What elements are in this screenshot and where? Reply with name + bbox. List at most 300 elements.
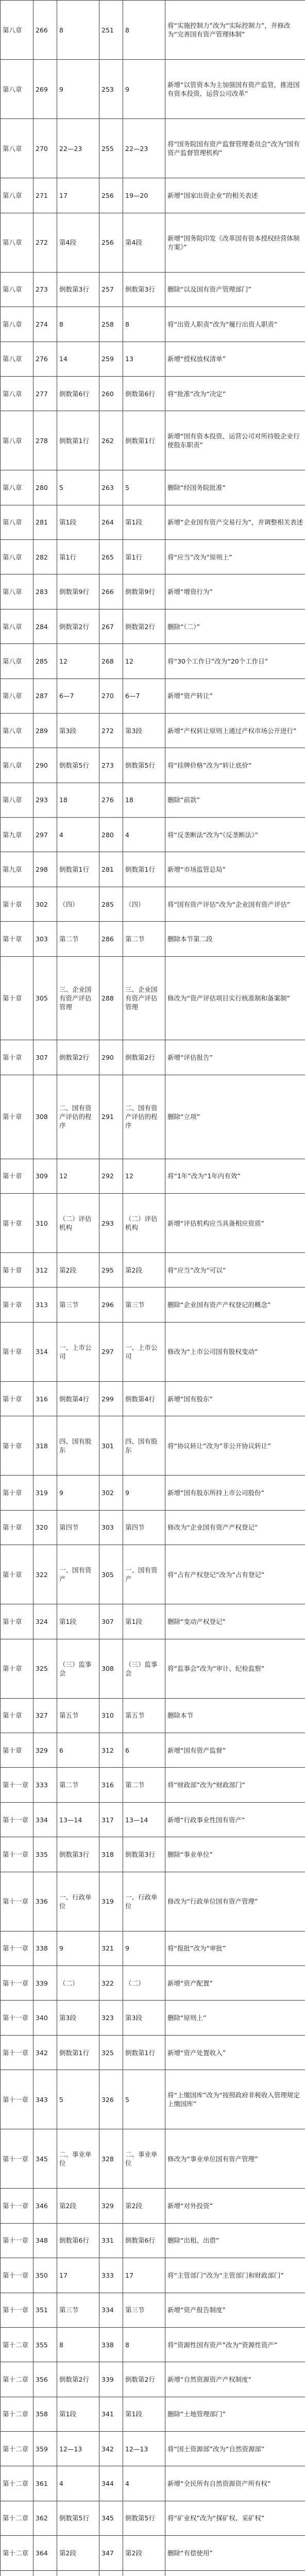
change-description-cell: 将“1年”改为“1年内有效” — [165, 1159, 305, 1193]
chapter-cell — [1, 2570, 33, 2576]
old-line-cell: 6—7 — [57, 679, 99, 713]
old-page-cell: 359 — [33, 2432, 57, 2466]
new-line-cell: 8 — [123, 307, 165, 342]
chapter-cell: 第八章 — [1, 713, 33, 748]
table-row — [1, 2397, 305, 2431]
table-row — [1, 1322, 305, 1381]
new-page-cell: 288 — [99, 956, 123, 1040]
new-page-cell: 307 — [99, 1604, 123, 1639]
old-page-cell: 302 — [33, 887, 57, 921]
old-line-cell: 8 — [57, 307, 99, 342]
new-page-cell: 342 — [99, 2432, 123, 2466]
new-line-cell: 22—23 — [123, 119, 165, 178]
chapter-cell: 第十一章 — [1, 2001, 33, 2035]
new-line-cell: 第1行 — [123, 540, 165, 574]
new-line-cell: 倒数第3行 — [123, 1837, 165, 1872]
change-description-cell: 将“上缴国库”改为“按照政府非税收入管理规定上缴国库” — [165, 2070, 305, 2129]
old-line-cell: 倒数第4行 — [57, 1381, 99, 1416]
new-page-cell: 281 — [99, 852, 123, 887]
old-page-cell: 322 — [33, 1545, 57, 1604]
chapter-cell: 第八章 — [1, 178, 33, 213]
chapter-cell: 第十一章 — [1, 1966, 33, 2001]
old-line-cell: 倒数第9行 — [57, 574, 99, 609]
new-line-cell: 第2段 — [123, 1253, 165, 1287]
old-line-cell: （二）评估机构 — [57, 1194, 99, 1253]
change-description-cell: 将“出资人职责”改为“履行出资人职责” — [165, 307, 305, 342]
change-description-cell — [165, 2570, 305, 2576]
chapter-cell: 第十章 — [1, 1075, 33, 1159]
old-line-cell: 第3段 — [57, 2001, 99, 2035]
new-line-cell: 一、行政单位 — [123, 1872, 165, 1931]
change-description-cell: 新增“国家出资企业”的相关表述 — [165, 178, 305, 213]
change-description-cell: 删除“前款” — [165, 783, 305, 817]
chapter-cell: 第八章 — [1, 1, 33, 60]
change-description-cell: 新增“国有股东” — [165, 1381, 305, 1416]
new-line-cell: 倒数第3行 — [123, 272, 165, 307]
old-page-cell: 272 — [33, 213, 57, 272]
new-page-cell: 299 — [99, 1381, 123, 1416]
table-row — [1, 213, 305, 272]
table-row — [1, 411, 305, 470]
chapter-cell: 第十一章 — [1, 2129, 33, 2189]
old-page-cell: 314 — [33, 1322, 57, 1381]
chapter-cell: 第十一章 — [1, 1837, 33, 1872]
old-line-cell: 一、国有资产 — [57, 1545, 99, 1604]
change-description-cell: 修改为“企业国有资产产权登记” — [165, 1510, 305, 1545]
table-row — [1, 2501, 305, 2535]
new-page-cell: 347 — [99, 2536, 123, 2570]
new-line-cell: 9 — [123, 1476, 165, 1510]
table-row — [1, 922, 305, 956]
change-description-cell: 修改为“事业单位国有资产管理” — [165, 2129, 305, 2189]
table-row — [1, 1872, 305, 1931]
old-page-cell: 298 — [33, 852, 57, 887]
new-line-cell: 4 — [123, 818, 165, 852]
change-description-cell: 删除“有偿使用” — [165, 2536, 305, 2570]
table-row — [1, 342, 305, 376]
new-page-cell: 310 — [99, 1698, 123, 1733]
old-line-cell: （三）监事会 — [57, 1639, 99, 1698]
chapter-cell: 第八章 — [1, 644, 33, 679]
new-page-cell: 257 — [99, 272, 123, 307]
old-page-cell: 285 — [33, 644, 57, 679]
chapter-cell: 第十章 — [1, 1194, 33, 1253]
change-description-cell: 新增“资产转让” — [165, 679, 305, 713]
chapter-cell: 第十二章 — [1, 2536, 33, 2570]
change-description-cell: 删除“变动产权登记” — [165, 1604, 305, 1639]
chapter-cell: 第十二章 — [1, 2466, 33, 2501]
old-page-cell: 281 — [33, 505, 57, 539]
new-page-cell: 291 — [99, 1075, 123, 1159]
change-description-cell: 将“反垄断法”改为“《反垄断法》” — [165, 818, 305, 852]
old-page-cell: 270 — [33, 119, 57, 178]
old-line-cell: 第五节 — [57, 1698, 99, 1733]
old-page-cell: 276 — [33, 342, 57, 376]
chapter-cell: 第十章 — [1, 1639, 33, 1698]
new-line-cell: 12—13 — [123, 2432, 165, 2466]
old-line-cell: 二、国有资产评估的程序 — [57, 1075, 99, 1159]
chapter-cell: 第十二章 — [1, 2501, 33, 2535]
old-page-cell: 283 — [33, 574, 57, 609]
new-line-cell: 四、国有股东 — [123, 1416, 165, 1476]
new-page-cell: 301 — [99, 1416, 123, 1476]
old-line-cell: 4 — [57, 818, 99, 852]
table-row — [1, 119, 305, 178]
old-line-cell: 9 — [57, 1931, 99, 1965]
table-row — [1, 307, 305, 342]
old-line-cell: 倒数第5行 — [57, 2501, 99, 2535]
old-line-cell: 5 — [57, 2070, 99, 2129]
new-line-cell: 第三节 — [123, 2293, 165, 2327]
old-line-cell: 倒数第1行 — [57, 411, 99, 470]
old-line-cell: 第2段 — [57, 1253, 99, 1287]
chapter-cell: 第十章 — [1, 922, 33, 956]
old-line-cell: 三、企业国有资产评估管理 — [57, 956, 99, 1040]
change-description-cell: 将“国土资源部”改为“自然资源部” — [165, 2432, 305, 2466]
old-line-cell: 第4段 — [57, 213, 99, 272]
old-line-cell: 12 — [57, 1159, 99, 1193]
old-page-cell: 327 — [33, 1698, 57, 1733]
old-line-cell — [57, 2570, 99, 2576]
new-page-cell: 319 — [99, 1872, 123, 1931]
new-line-cell: （三）监事会 — [123, 1639, 165, 1698]
old-page-cell: 346 — [33, 2189, 57, 2223]
old-line-cell: 17 — [57, 2258, 99, 2293]
new-page-cell: 321 — [99, 1931, 123, 1965]
old-page-cell: 266 — [33, 1, 57, 60]
old-page-cell: 364 — [33, 2536, 57, 2570]
new-line-cell: 第4段 — [123, 213, 165, 272]
change-description-cell: 删除“经国务院批准” — [165, 470, 305, 505]
change-description-cell: 删除“以及国有资产管理部门” — [165, 272, 305, 307]
new-page-cell: 333 — [99, 2258, 123, 2293]
change-description-cell: 新增“产权转让原则上通过产权市场公开进行” — [165, 713, 305, 748]
chapter-cell: 第八章 — [1, 783, 33, 817]
new-page-cell: 344 — [99, 2466, 123, 2501]
new-page-cell: 276 — [99, 783, 123, 817]
chapter-cell: 第八章 — [1, 213, 33, 272]
new-line-cell: 倒数第2行 — [123, 2362, 165, 2397]
old-line-cell: 第1行 — [57, 540, 99, 574]
old-page-cell: 308 — [33, 1075, 57, 1159]
new-page-cell: 259 — [99, 342, 123, 376]
new-page-cell: 308 — [99, 1639, 123, 1698]
new-page-cell: 323 — [99, 2001, 123, 2035]
old-line-cell: 第三节 — [57, 2293, 99, 2327]
table-row — [1, 2258, 305, 2293]
old-line-cell: 倒数第3行 — [57, 1837, 99, 1872]
new-page-cell: 339 — [99, 2362, 123, 2397]
change-description-cell: 删除本节 — [165, 1698, 305, 1733]
old-line-cell: 8 — [57, 1, 99, 60]
table-row — [1, 470, 305, 505]
chapter-cell: 第十章 — [1, 1159, 33, 1193]
new-page-cell: 285 — [99, 887, 123, 921]
change-description-cell: 新增“资产处置收入” — [165, 2035, 305, 2070]
new-line-cell: 第2段 — [123, 2536, 165, 2570]
new-line-cell: 二、事业单位 — [123, 2129, 165, 2189]
chapter-cell: 第八章 — [1, 342, 33, 376]
table-row — [1, 1698, 305, 1733]
old-line-cell: 17 — [57, 178, 99, 213]
old-page-cell: 339 — [33, 1966, 57, 2001]
new-page-cell: 268 — [99, 644, 123, 679]
new-line-cell: 倒数第4行 — [123, 1381, 165, 1416]
new-line-cell: 8 — [123, 2327, 165, 2362]
change-description-cell: 新增“对外投资” — [165, 2189, 305, 2223]
change-description-cell: 将“30个工作日”改为“20个工作日” — [165, 644, 305, 679]
old-line-cell: 第1段 — [57, 505, 99, 539]
new-page-cell — [99, 2570, 123, 2576]
old-page-cell: 313 — [33, 1287, 57, 1322]
old-page-cell: 336 — [33, 1872, 57, 1931]
change-description-cell: 新增“国有资产监督” — [165, 1733, 305, 1768]
table-row — [1, 887, 305, 921]
new-page-cell: 303 — [99, 1510, 123, 1545]
old-line-cell: 第二节 — [57, 1768, 99, 1802]
change-description-cell: 将“财政部”改为“财政部门” — [165, 1768, 305, 1802]
table-row — [1, 1, 305, 60]
new-line-cell: 第四节 — [123, 1510, 165, 1545]
chapter-cell: 第八章 — [1, 574, 33, 609]
change-description-cell: 将“协议转让”改为“非公开协议转让” — [165, 1416, 305, 1476]
old-line-cell: 倒数第1行 — [57, 852, 99, 887]
new-page-cell: 251 — [99, 1, 123, 60]
old-page-cell: 348 — [33, 2223, 57, 2258]
new-line-cell: 第二节 — [123, 922, 165, 956]
change-description-cell: 删除“（二）” — [165, 609, 305, 643]
new-line-cell: 二、国有资产评估的程序 — [123, 1075, 165, 1159]
old-page-cell: 289 — [33, 713, 57, 748]
change-description-cell: 将“批准”改为“决定” — [165, 376, 305, 411]
change-description-cell: 修改为“行政单位国有资产管理” — [165, 1872, 305, 1931]
chapter-cell: 第十二章 — [1, 2362, 33, 2397]
table-row — [1, 376, 305, 411]
new-line-cell: 12 — [123, 1159, 165, 1193]
new-line-cell: 17 — [123, 2258, 165, 2293]
chapter-cell: 第十一章 — [1, 2258, 33, 2293]
chapter-cell: 第十一章 — [1, 2035, 33, 2070]
new-line-cell: 8 — [123, 1, 165, 60]
old-page-cell: 329 — [33, 1733, 57, 1768]
new-line-cell: 第五节 — [123, 1698, 165, 1733]
chapter-cell: 第十一章 — [1, 1802, 33, 1837]
new-page-cell: 325 — [99, 2035, 123, 2070]
old-page-cell: 356 — [33, 2362, 57, 2397]
new-page-cell: 265 — [99, 540, 123, 574]
old-page-cell: 269 — [33, 60, 57, 119]
old-page-cell: 361 — [33, 2466, 57, 2501]
old-line-cell: 一、上市公司 — [57, 1322, 99, 1381]
change-description-cell: 新增“评估机构应当具备相应资质” — [165, 1194, 305, 1253]
new-line-cell: 倒数第1行 — [123, 2035, 165, 2070]
new-line-cell: 倒数第1行 — [123, 411, 165, 470]
old-page-cell: 342 — [33, 2035, 57, 2070]
new-page-cell: 256 — [99, 178, 123, 213]
new-page-cell: 329 — [99, 2189, 123, 2223]
table-row — [1, 1837, 305, 1872]
old-page-cell: 343 — [33, 2070, 57, 2129]
chapter-cell: 第十一章 — [1, 1768, 33, 1802]
chapter-cell: 第十章 — [1, 1416, 33, 1476]
table-row — [1, 2001, 305, 2035]
old-page-cell: 278 — [33, 411, 57, 470]
change-description-cell: 新增“全民所有自然资源资产所有权” — [165, 2466, 305, 2501]
chapter-cell: 第八章 — [1, 748, 33, 783]
table-row — [1, 2129, 305, 2189]
chapter-cell: 第十章 — [1, 1698, 33, 1733]
change-description-cell: 新增“资产报告制度” — [165, 2293, 305, 2327]
new-page-cell: 286 — [99, 922, 123, 956]
change-description-cell: 将“国有资产评估”改为“企业国有资产评估” — [165, 887, 305, 921]
new-page-cell: 255 — [99, 119, 123, 178]
old-line-cell: 第1段 — [57, 1604, 99, 1639]
change-description-cell: 将“应当”改为“可以” — [165, 1253, 305, 1287]
old-page-cell: 362 — [33, 2501, 57, 2535]
old-line-cell: 6 — [57, 1733, 99, 1768]
new-line-cell: 19—20 — [123, 178, 165, 213]
new-page-cell: 295 — [99, 1253, 123, 1287]
new-line-cell: 6 — [123, 1733, 165, 1768]
table-row — [1, 178, 305, 213]
old-line-cell: 第2段 — [57, 2189, 99, 2223]
new-page-cell: 266 — [99, 574, 123, 609]
change-description-cell: 将“资源性国有资产”改为“资源性资产” — [165, 2327, 305, 2362]
new-page-cell: 328 — [99, 2129, 123, 2189]
new-line-cell: 9 — [123, 1931, 165, 1965]
change-description-cell: 新增“国有资本投资、运营公司对所持股企业行使股东职责” — [165, 411, 305, 470]
new-page-cell: 270 — [99, 679, 123, 713]
table-row — [1, 2466, 305, 2501]
old-page-cell: 345 — [33, 2129, 57, 2189]
old-page-cell: 293 — [33, 783, 57, 817]
chapter-cell: 第十一章 — [1, 2070, 33, 2129]
table-row — [1, 1802, 305, 1837]
change-description-cell: 新增“行政事业性国有资产” — [165, 1802, 305, 1837]
change-description-cell: 将“矿业权”改为“探矿权、采矿权” — [165, 2501, 305, 2535]
chapter-cell: 第九章 — [1, 818, 33, 852]
change-description-cell: 修改为“上市公司国有股权变动” — [165, 1322, 305, 1381]
new-page-cell: 318 — [99, 1837, 123, 1872]
new-page-cell: 312 — [99, 1733, 123, 1768]
old-line-cell: 第2段 — [57, 2536, 99, 2570]
new-page-cell: 264 — [99, 505, 123, 539]
change-description-cell: 将“实施控制力”改为“实际控制力”，并修改为“完善国有资产管理体制” — [165, 1, 305, 60]
table-row — [1, 956, 305, 1040]
old-line-cell: 18 — [57, 783, 99, 817]
change-description-cell: 将“报批”改为“审批” — [165, 1931, 305, 1965]
table-row — [1, 1931, 305, 1965]
table-row — [1, 2536, 305, 2570]
table-row — [1, 2293, 305, 2327]
table-row — [1, 2327, 305, 2362]
table-row — [1, 60, 305, 119]
table-row — [1, 1381, 305, 1416]
change-description-cell: 新增“市场监管总局” — [165, 852, 305, 887]
new-line-cell: 倒数第2行 — [123, 609, 165, 643]
change-description-cell: 新增“自然资源资产产权制度” — [165, 2362, 305, 2397]
new-line-cell: 倒数第5行 — [123, 748, 165, 783]
table-row — [1, 1768, 305, 1802]
change-description-cell: 新增“国有股东所持上市公司股份” — [165, 1476, 305, 1510]
new-line-cell: 第1段 — [123, 2397, 165, 2431]
table-row — [1, 1194, 305, 1253]
chapter-cell: 第八章 — [1, 376, 33, 411]
old-page-cell: 316 — [33, 1381, 57, 1416]
old-line-cell: 22—23 — [57, 119, 99, 178]
chapter-cell: 第十章 — [1, 1510, 33, 1545]
old-page-cell: 307 — [33, 1040, 57, 1075]
new-page-cell: 331 — [99, 2223, 123, 2258]
old-page-cell: 297 — [33, 818, 57, 852]
new-page-cell: 316 — [99, 1768, 123, 1802]
table-row — [1, 272, 305, 307]
table-row — [1, 2432, 305, 2466]
chapter-cell: 第十章 — [1, 1545, 33, 1604]
table-row — [1, 1510, 305, 1545]
change-description-cell: 将“监事会”改为“审计、纪检监察” — [165, 1639, 305, 1698]
new-line-cell: 第3段 — [123, 713, 165, 748]
new-page-cell: 258 — [99, 307, 123, 342]
table-row — [1, 1476, 305, 1510]
old-page-cell: 273 — [33, 272, 57, 307]
change-description-cell: 新增“国务院印发《改革国有资本授权经营体制方案》” — [165, 213, 305, 272]
old-page-cell: 312 — [33, 1253, 57, 1287]
table-row — [1, 609, 305, 643]
change-description-cell: 新增“授权放权清单” — [165, 342, 305, 376]
change-description-cell: 新增“企业国有资产交易行为”，并调整相关表述 — [165, 505, 305, 539]
new-line-cell: 4 — [123, 2466, 165, 2501]
chapter-cell: 第九章 — [1, 852, 33, 887]
old-page-cell: 350 — [33, 2258, 57, 2293]
new-line-cell: 5 — [123, 2070, 165, 2129]
new-page-cell: 305 — [99, 1545, 123, 1604]
table-row — [1, 2362, 305, 2397]
new-line-cell: 12 — [123, 644, 165, 679]
new-page-cell: 293 — [99, 1194, 123, 1253]
new-page-cell: 256 — [99, 213, 123, 272]
new-page-cell: 260 — [99, 376, 123, 411]
table-row — [1, 852, 305, 887]
old-page-cell: 305 — [33, 956, 57, 1040]
old-line-cell: 4 — [57, 2466, 99, 2501]
table-row — [1, 1159, 305, 1193]
old-line-cell: 第1段 — [57, 2397, 99, 2431]
new-page-cell: 322 — [99, 1966, 123, 2001]
chapter-cell: 第十章 — [1, 887, 33, 921]
new-page-cell: 292 — [99, 1159, 123, 1193]
table-row — [1, 1253, 305, 1287]
new-line-cell: 第三节 — [123, 1287, 165, 1322]
chapter-cell: 第八章 — [1, 609, 33, 643]
chapter-cell: 第八章 — [1, 505, 33, 539]
old-line-cell: （二） — [57, 1966, 99, 2001]
new-line-cell: 倒数第1行 — [123, 852, 165, 887]
old-page-cell: 274 — [33, 307, 57, 342]
old-line-cell: 14 — [57, 342, 99, 376]
old-line-cell: 第三节 — [57, 1287, 99, 1322]
table-row — [1, 1966, 305, 2001]
change-description-cell: 将“主管部门”改为“主管部门和财政部门” — [165, 2258, 305, 2293]
old-line-cell: 二、事业单位 — [57, 2129, 99, 2189]
chapter-cell: 第八章 — [1, 679, 33, 713]
new-page-cell: 334 — [99, 2293, 123, 2327]
new-line-cell: 13—14 — [123, 1802, 165, 1837]
new-page-cell: 338 — [99, 2327, 123, 2362]
chapter-cell: 第十二章 — [1, 2432, 33, 2466]
new-line-cell: 三、企业国有资产评估管理 — [123, 956, 165, 1040]
errata-table-body — [1, 1, 305, 2576]
